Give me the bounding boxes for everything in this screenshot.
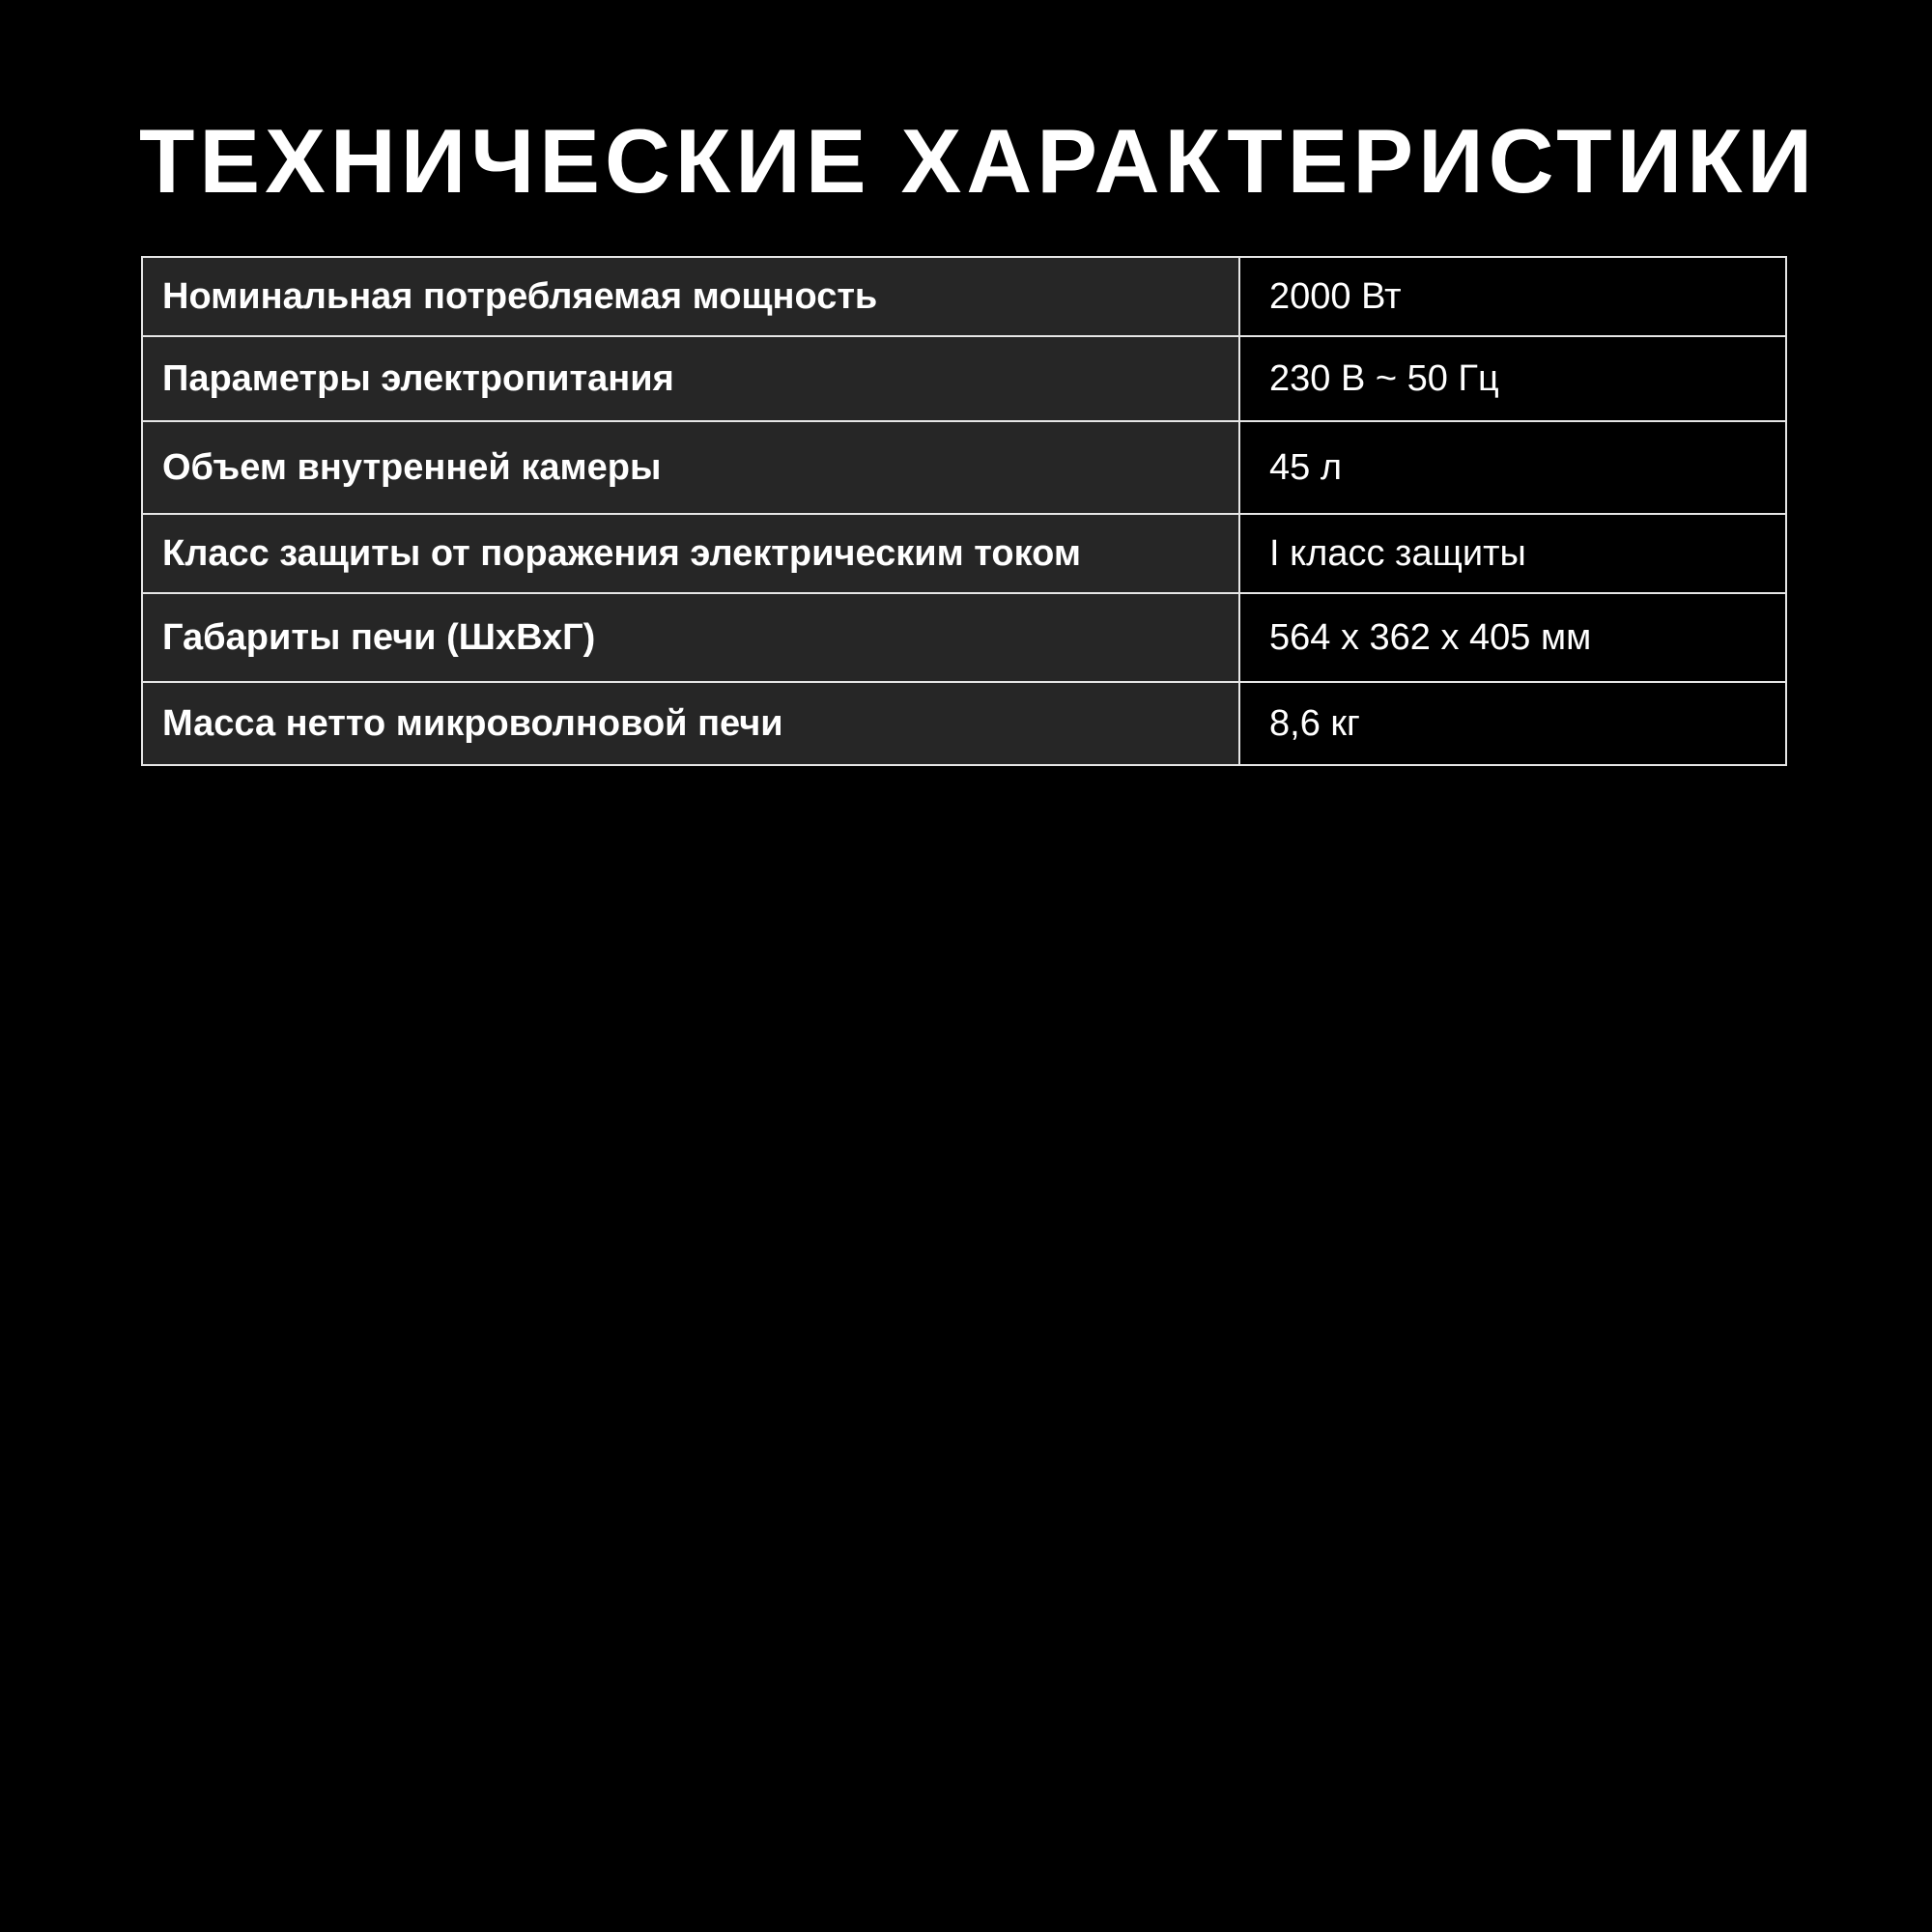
- page-title: ТЕХНИЧЕСКИЕ ХАРАКТЕРИСТИКИ: [139, 110, 1818, 212]
- table-row: [142, 593, 1786, 682]
- table-row: [142, 257, 1786, 336]
- table-row: [142, 421, 1786, 514]
- specifications-table: [141, 256, 1787, 766]
- spec-parameter-cell: Объем внутренней камеры: [142, 421, 1239, 514]
- spec-parameter-cell: Номинальная потребляемая мощность: [142, 257, 1239, 336]
- spec-parameter-cell: Класс защиты от поражения электрическим током: [142, 514, 1239, 593]
- spec-parameter-cell: Параметры электропитания: [142, 336, 1239, 421]
- table-row: [142, 514, 1786, 593]
- spec-value-cell: 564 х 362 х 405 мм: [1239, 593, 1786, 682]
- table-row: [142, 682, 1786, 765]
- spec-value-cell: I класс защиты: [1239, 514, 1786, 593]
- spec-parameter-cell: Габариты печи (ШхВхГ): [142, 593, 1239, 682]
- spec-value-cell: 2000 Вт: [1239, 257, 1786, 336]
- spec-value-cell: 230 В ~ 50 Гц: [1239, 336, 1786, 421]
- table-row: [142, 336, 1786, 421]
- spec-value-cell: 45 л: [1239, 421, 1786, 514]
- spec-value-cell: 8,6 кг: [1239, 682, 1786, 765]
- spec-parameter-cell: Масса нетто микроволновой печи: [142, 682, 1239, 765]
